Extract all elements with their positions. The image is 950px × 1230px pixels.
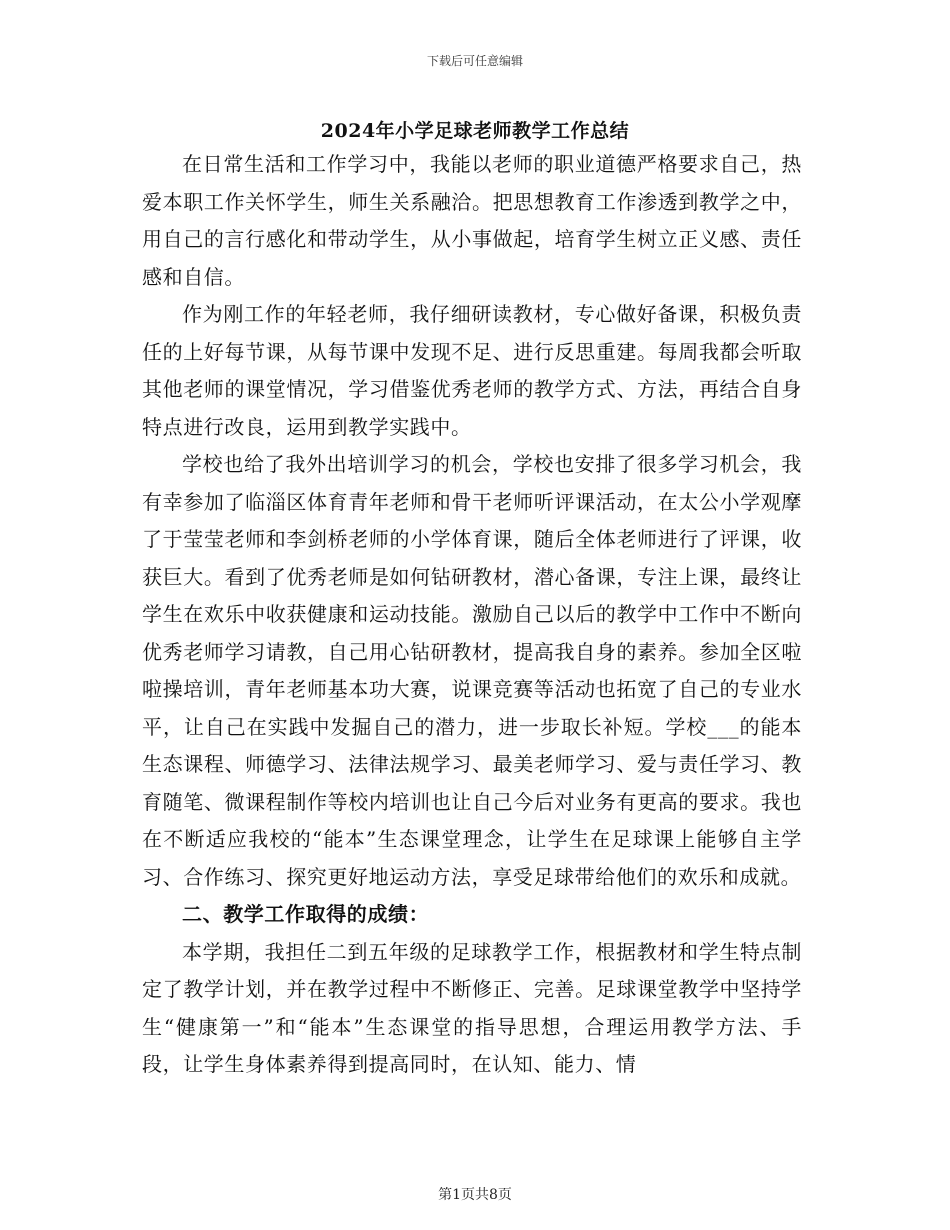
paragraph-1: 在日常生活和工作学习中，我能以老师的职业道德严格要求自己，热爱本职工作关怀学生，师生关系融洽。把思想教育工作渗透到教学之中，用自己的言行感化和带动学生，从小事做起，培育学生树立正义感、责任感和自信。 [142,152,802,289]
page-header-note: 下载后可任意编辑 [426,54,523,68]
paragraph-2: 作为刚工作的年轻老师，我仔细研读教材，专心做好备课，积极负责任的上好每节课，从每节课中发现不足、进行反思重建。每周我都会听取其他老师的课堂情况，学习借鉴优秀老师的教学方式、方法，再结合自身特点进行改良，运用到教学实践中。 [142,302,802,439]
paragraph-4: 本学期，我担任二到五年级的足球教学工作，根据教材和学生特点制定了教学计划，并在教学过程中不断修正、完善。足球课堂教学中坚持学生“健康第一”和“能本”生态课堂的指导思想，合理运用教学方法、手段，让学生身体素养得到提高同时，在认知、能力、情 [142,939,802,1076]
document-title: 2024年小学足球老师教学工作总结 [320,120,630,142]
section-heading: 二、教学工作取得的成绩： [182,902,430,926]
page-footer-number: 第1页共8页 [438,1187,512,1203]
document-body [142,146,802,1084]
paragraph-3: 学校也给了我外出培训学习的机会，学校也安排了很多学习机会，我有幸参加了临淄区体育青年老师和骨干老师听评课活动，在太公小学观摩了于莹莹老师和李剑桥老师的小学体育课，随后全体老师进行了评课，收获巨大。看到了优秀老师是如何钻研教材，潜心备课，专注上课，最终让学生在欢乐中收获健康和运动技能。激励自己以后的教学中工作中不断向优秀老师学习请教，自己用心钻研教材，提高我自身的素养。参加全区啦啦操培训，青年老师基本功大赛，说课竞赛等活动也拓宽了自己的专业水平，让自己在实践中发掘自己的潜力，进一步取长补短。学校___的能本生态课程、师德学习、法律法规学习、最美老师学习、爱与责任学习、教育随笔、微课程制作等校内培训也让自己今后对业务有更高的要求。我也在不断适应我校的“能本”生态课堂理念，让学生在足球课上能够自主学习、合作练习、探究更好地运动方法，享受足球带给他们的欢乐和成就。 [142,452,802,889]
